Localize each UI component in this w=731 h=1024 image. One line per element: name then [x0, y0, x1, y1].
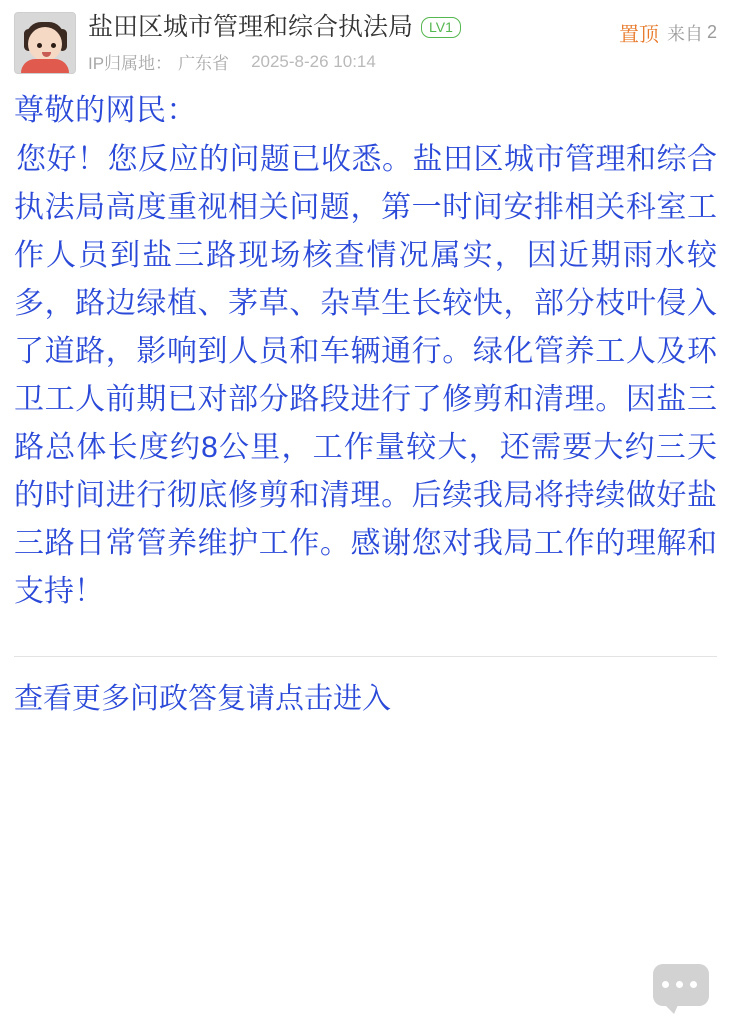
author-name[interactable]: 盐田区城市管理和综合执法局 — [88, 13, 414, 41]
ip-location-label: IP归属地： — [88, 54, 173, 73]
comment-dot-2 — [676, 981, 683, 988]
more-replies-link[interactable]: 查看更多问政答复请点击进入 — [14, 683, 392, 715]
comment-bubble-icon[interactable] — [653, 964, 709, 1006]
post-meta — [88, 49, 717, 74]
post-header-right — [619, 18, 717, 47]
level-badge: LV1 — [421, 17, 461, 38]
source-value[interactable]: 2 — [706, 22, 717, 42]
ip-location-value: 广东省 — [178, 54, 230, 73]
avatar-eye-left-icon — [37, 43, 42, 48]
post-header — [0, 0, 731, 78]
avatar[interactable] — [14, 12, 76, 74]
post-body-text: 您好！您反应的问题已收悉。盐田区城市管理和综合执法局高度重视相关问题，第一时间安排相关科室工作人员到盐三路现场核查情况属实，因近期雨水较多，路边绿植、茅草、杂草生长较快，部分枝叶侵入了道路，影响到人员和车辆通行。绿化管养工人及环卫工人前期已对部分路段进行了修剪和清理。因盐三路总体长度约8公里，工作量较大，还需要大约三天的时间进行彻底修剪和清理。后续我局将持续做好盐三路日常管养维护工作。感谢您对我局工作的理解和支持！ — [14, 143, 717, 608]
comment-bubble-dots — [662, 981, 697, 988]
source-label: 来自 — [666, 23, 703, 44]
avatar-body-icon — [21, 59, 69, 74]
comment-dot-3 — [690, 981, 697, 988]
avatar-eye-right-icon — [51, 43, 56, 48]
post-timestamp: 2025-8-26 10:14 — [251, 51, 376, 71]
comment-dot-1 — [662, 981, 669, 988]
post-content — [0, 78, 731, 616]
post-salutation: 尊敬的网民： — [14, 94, 197, 127]
pinned-badge: 置顶 — [618, 24, 659, 46]
